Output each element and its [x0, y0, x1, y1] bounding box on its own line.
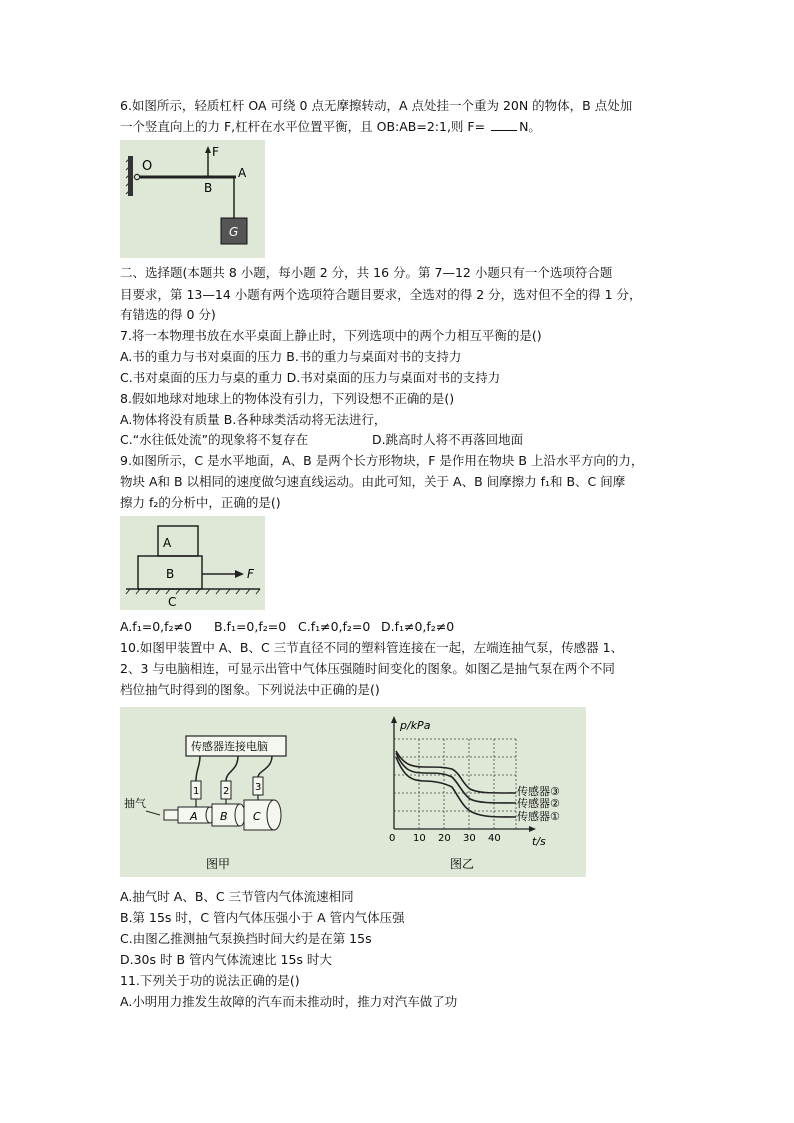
- sensor-2-label: 2: [223, 786, 230, 797]
- label-a: A: [163, 536, 172, 550]
- wall: [128, 156, 133, 196]
- blocks-figure: [120, 516, 265, 610]
- q10-stem-line1: 10.如图甲装置中 A、B、C 三节直径不同的塑料管连接在一起，左端连抽气泵，传感器 1、: [120, 640, 624, 655]
- y-axis-label: p/kPa: [400, 719, 431, 732]
- pipe-b-label: B: [220, 810, 228, 823]
- q8-stem: 8.假如地球对地球上的物体没有引力，下列设想不正确的是(): [120, 391, 455, 406]
- x-tick-10: 10: [413, 833, 426, 844]
- curve-sensor-2: [396, 753, 516, 803]
- sensor3-cable: [258, 756, 272, 777]
- pipe-a-label: A: [190, 810, 198, 823]
- q8-options-ab: A.物体将没有质量 B.各种球类活动将无法进行，: [120, 412, 387, 427]
- section2-line3: 有错选的得 0 分): [120, 307, 216, 322]
- q6-unit: N。: [519, 119, 541, 134]
- pipe-c-end: [267, 800, 281, 830]
- grid: [394, 739, 516, 829]
- q9-option-b: B.f₁=0,f₂=0: [214, 619, 287, 634]
- label-f: F: [247, 567, 254, 581]
- q7-options-cd: C.书对桌面的压力与桌的重力 D.书对桌面的压力与桌面对书的支持力: [120, 370, 501, 385]
- q9-stem-line2: 物块 A和 B 以相同的速度做匀速直线运动。由此可知，关于 A、B 间摩擦力 f₁和 B、C 间摩: [120, 474, 626, 489]
- legend-sensor-2: 传感器②: [517, 797, 560, 810]
- sensor-3-label: 3: [255, 782, 262, 793]
- q10-option-a: A.抽气时 A、B、C 三节管内气体流速相同: [120, 889, 354, 904]
- label-b: B: [204, 181, 213, 195]
- pipe-and-graph-figure: [120, 707, 586, 877]
- label-b: B: [166, 567, 175, 581]
- answer-blank: [491, 118, 517, 131]
- inlet-leader: [146, 811, 160, 815]
- force-f-arrowhead: [205, 146, 211, 153]
- q7-stem: 7.将一本物理书放在水平桌面上静止时，下列选项中的两个力相互平衡的是(): [120, 328, 542, 343]
- x-tick-20: 20: [438, 833, 451, 844]
- q6-stem-line1: 6.如图所示，轻质杠杆 OA 可绕 0 点无摩擦转动，A 点处挂一个重为 20N 的物体，B 点处加: [120, 98, 633, 113]
- x-tick-30: 30: [463, 833, 476, 844]
- label-c: C: [168, 595, 177, 609]
- q8-option-d: D.跳高时人将不再落回地面: [372, 432, 524, 447]
- legend-sensor-1: 传感器①: [517, 810, 560, 823]
- pipe-c-label: C: [253, 810, 261, 823]
- q7-options-ab: A.书的重力与书对桌面的压力 B.书的重力与桌面对书的支持力: [120, 349, 462, 364]
- q9-option-c: C.f₁≠0,f₂=0: [298, 619, 371, 634]
- q10-option-d: D.30s 时 B 管内气体流速比 15s 时大: [120, 952, 332, 967]
- q6-stem-line2-text: 一个竖直向上的力 F,杠杆在水平位置平衡，且 OB:AB=2:1,则 F=: [120, 119, 486, 134]
- q11-option-a: A.小明用力推发生故障的汽车而未推动时，推力对汽车做了功: [120, 994, 458, 1009]
- pivot-o: [134, 174, 139, 179]
- sensor2-cable: [226, 756, 238, 781]
- q10-stem-line3: 档位抽气时得到的图象。下列说法中正确的是(): [120, 682, 380, 697]
- q9-stem-line1: 9.如图所示，C 是水平地面，A、B 是两个长方形物块，F 是作用在物块 B 上沿水平方向的力，: [120, 453, 644, 468]
- lever-figure: [120, 140, 265, 258]
- inlet-nozzle: [164, 810, 178, 820]
- q10-option-c: C.由图乙推测抽气泵换挡时间大约是在第 15s: [120, 931, 372, 946]
- q6-stem-line2: [120, 118, 541, 136]
- legend-sensor-3: 传感器③: [517, 785, 560, 798]
- q10-option-b: B.第 15s 时，C 管内气体压强小于 A 管内气体压强: [120, 910, 405, 925]
- section2-line1: 二、选择题(本题共 8 小题，每小题 2 分，共 16 分。第 7—12 小题只有一个选项符合题: [120, 265, 613, 280]
- force-f-arrowhead: [235, 570, 244, 578]
- x-tick-0: 0: [389, 833, 396, 844]
- q9-option-a: A.f₁=0,f₂≠0: [120, 619, 192, 634]
- x-axis-label: t/s: [532, 835, 546, 848]
- label-g: G: [229, 225, 239, 239]
- x-axis-arrowhead: [529, 826, 536, 832]
- fig-jia-caption: 图甲: [206, 857, 231, 871]
- lever-diagram: [120, 140, 265, 258]
- label-o: O: [142, 159, 153, 174]
- y-axis-arrowhead: [391, 716, 397, 723]
- q9-option-d: D.f₁≠0,f₂≠0: [381, 619, 455, 634]
- q9-stem-line3: 擦力 f₂的分析中，正确的是(): [120, 495, 281, 510]
- q8-option-c: C.“水往低处流”的现象将不复存在: [120, 432, 309, 447]
- pipe-and-graph-diagram: [120, 707, 586, 877]
- x-tick-40: 40: [488, 833, 501, 844]
- q10-stem-line2: 2、3 与电脑相连，可显示出管中气体压强随时间变化的图象。如图乙是抽气泵在两个不同: [120, 661, 615, 676]
- sensor1-cable: [196, 756, 200, 781]
- q11-stem: 11.下列关于功的说法正确的是(): [120, 973, 300, 988]
- blocks-diagram: [120, 516, 265, 610]
- sensor-1-label: 1: [193, 786, 200, 797]
- fig-yi-caption: 图乙: [450, 857, 475, 871]
- inlet-label: 抽气: [124, 797, 146, 810]
- label-f: F: [212, 145, 219, 159]
- computer-box-label: 传感器连接电脑: [191, 740, 268, 753]
- section2-line2: 目要求，第 13—14 小题有两个选项符合题目要求，全选对的得 2 分，选对但不全的得 1 分，: [120, 287, 642, 302]
- label-a: A: [238, 166, 247, 180]
